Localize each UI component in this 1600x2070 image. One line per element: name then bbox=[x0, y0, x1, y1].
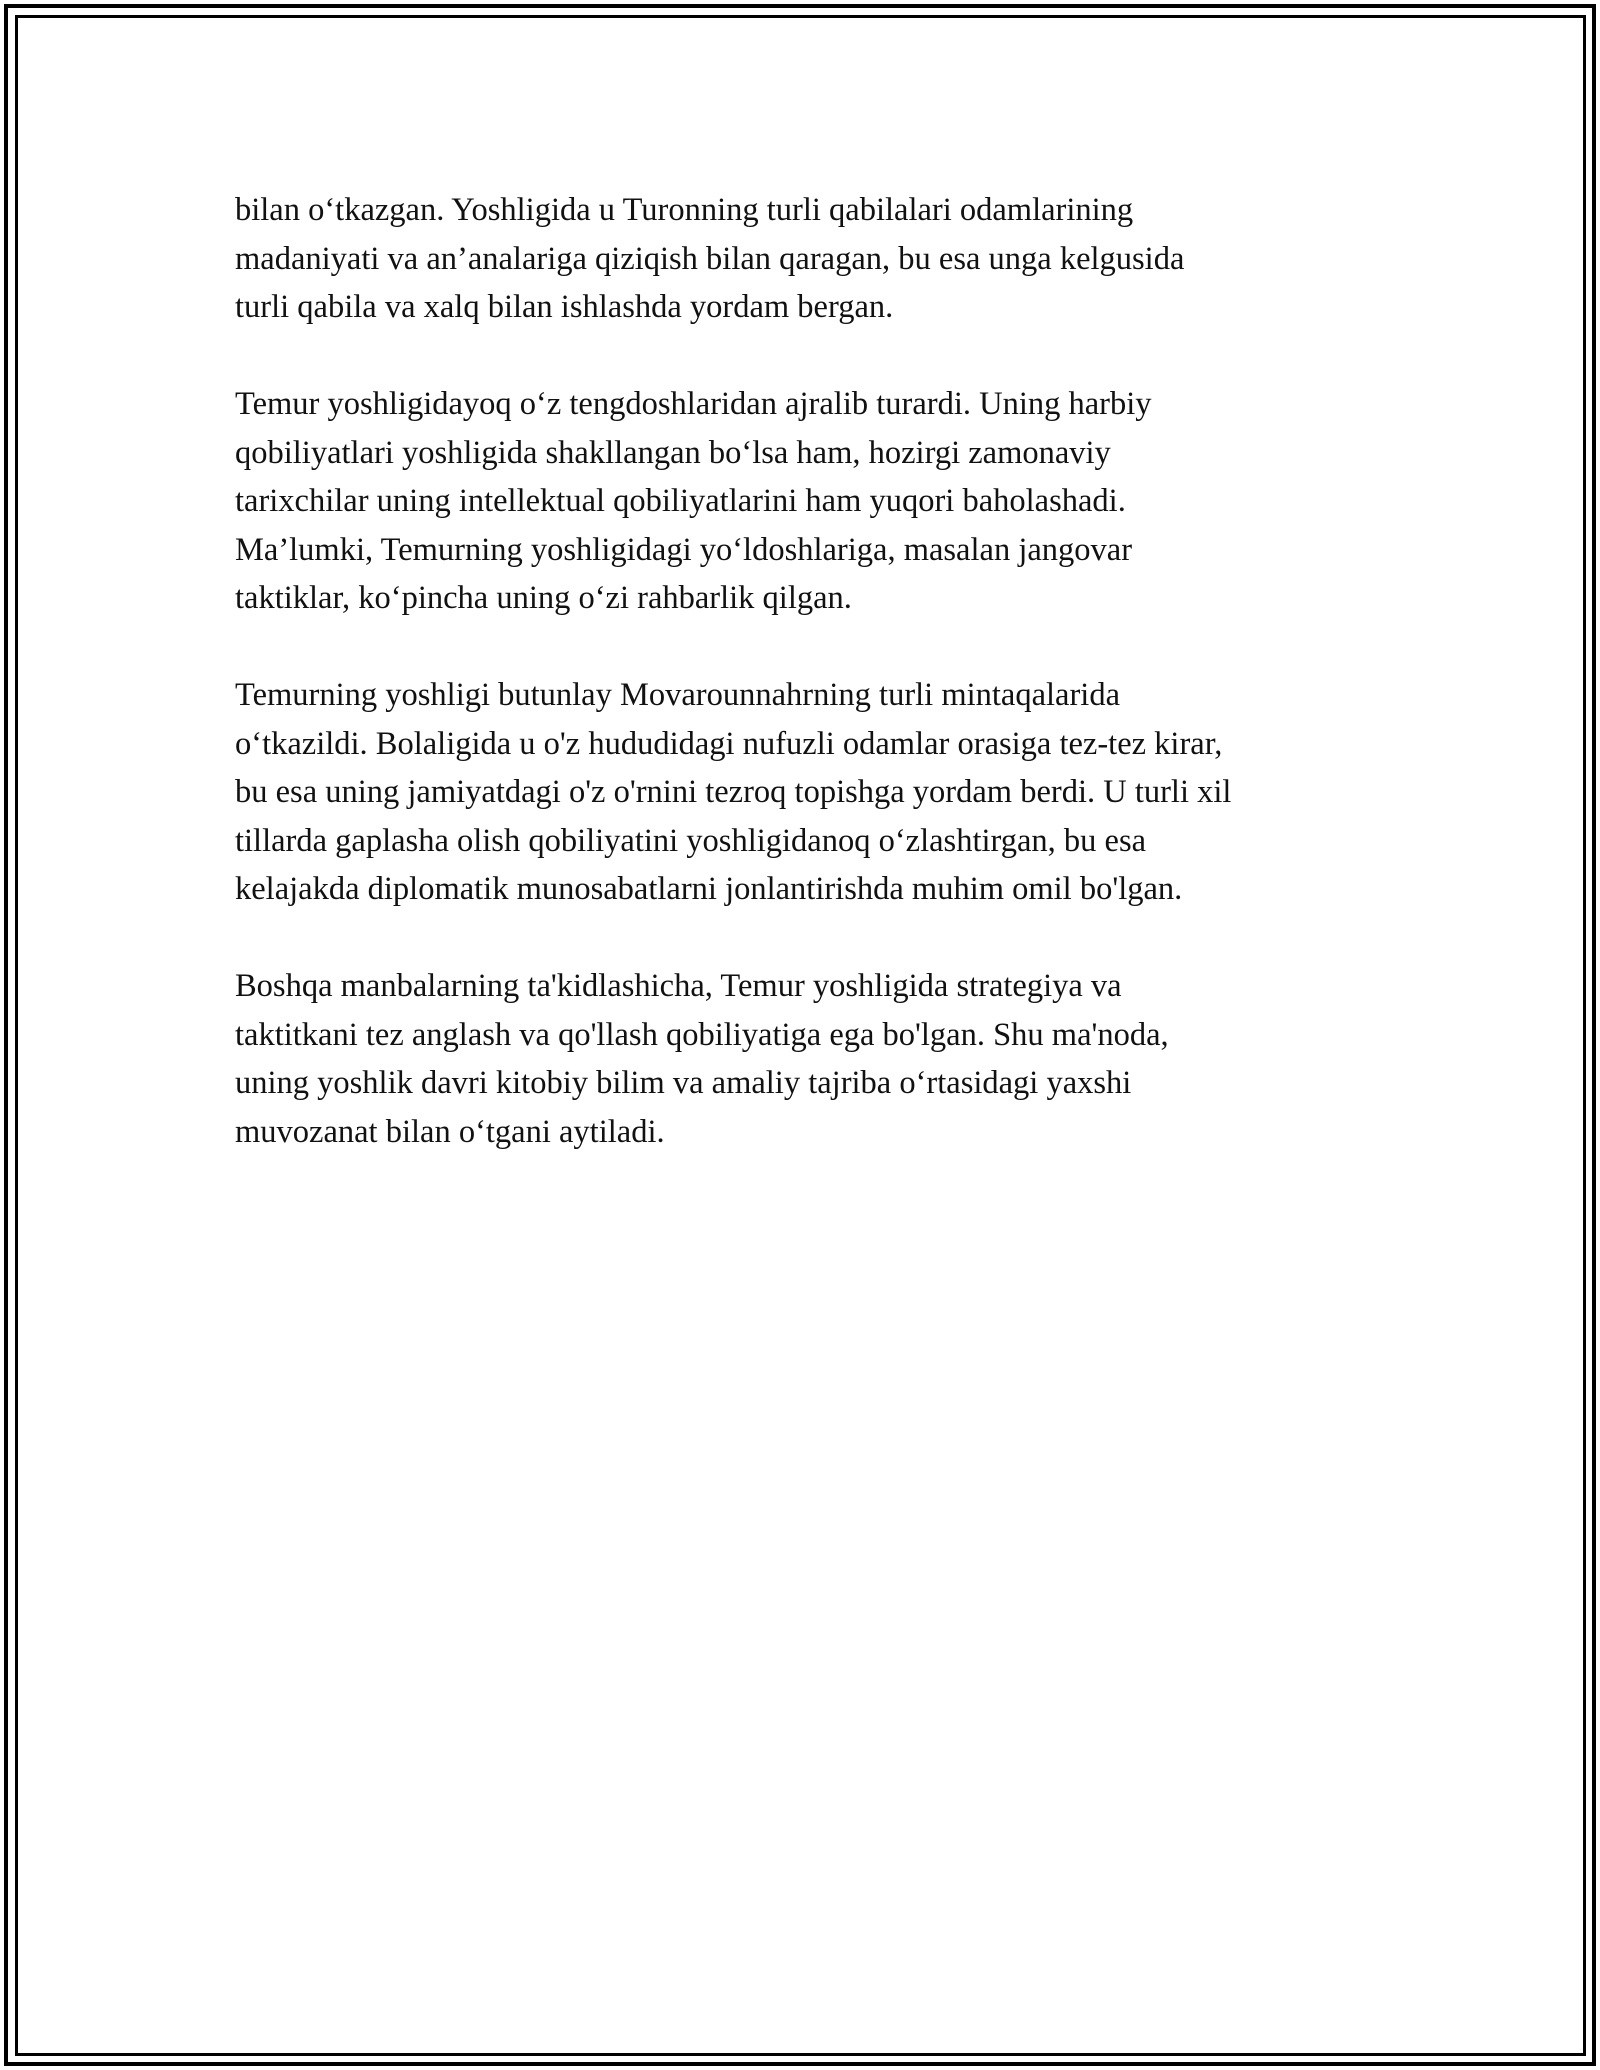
paragraph-4: Boshqa manbalarning ta'kidlashicha, Temur yoshligida strategiya va taktitkani tez anglash va qo'llash qobiliyatiga ega bo'lgan. Shu ma'noda, uning yoshlik davri kitobiy bilim va amaliy tajriba o‘rtasidagi yaxshi muvozanat bilan o‘tgani aytiladi. bbox=[235, 968, 1169, 1150]
paragraph-3: Temurning yoshligi butunlay Movarounnahrning turli mintaqalarida o‘tkazildi. Bolaligida u o'z hududidagi nufuzli odamlar orasiga tez-tez kirar, bu esa uning jamiyatdagi o'z o'rnini tezroq topishga yordam berdi. U turli xil tillarda gaplasha olish qobiliyatini yoshligidanoq o‘zlashtirgan, bu esa kelajakda diplomatik munosabatlarni jonlantirishda muhim omil bo'lgan. bbox=[235, 677, 1232, 907]
paragraph-1: bilan o‘tkazgan. Yoshligida u Turonning turli qabilalari odamlarining madaniyati va an’analariga qiziqish bilan qaragan, bu esa unga kelgusida turli qabila va xalq bilan ishlashda yordam bergan. bbox=[235, 192, 1185, 325]
document-body bbox=[235, 186, 1415, 1205]
paragraph-2: Temur yoshligidayoq o‘z tengdoshlaridan ajralib turardi. Uning harbiy qobiliyatlari yoshligida shakllangan bo‘lsa ham, hozirgi zamonaviy tarixchilar uning intellektual qobiliyatlarini ham yuqori baholashadi. Ma’lumki, Temurning yoshligidagi yo‘ldoshlariga, masalan jangovar taktiklar, ko‘pincha uning o‘zi rahbarlik qilgan. bbox=[235, 386, 1152, 616]
